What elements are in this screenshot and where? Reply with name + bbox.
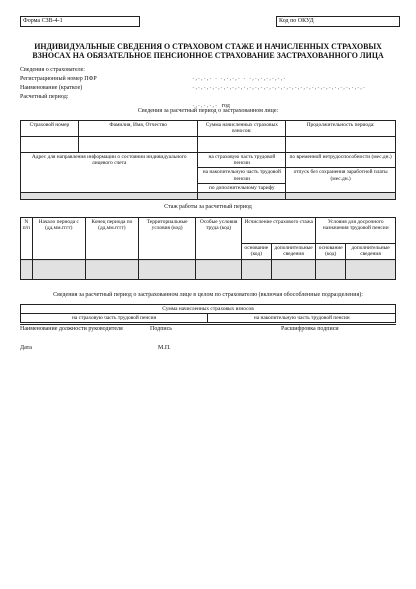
address-cell xyxy=(21,153,198,193)
duration-unpaid: отпуск без сохранения заработной платы (мес.дн.) xyxy=(286,168,396,193)
contrib-funded: на накопительную часть трудовой пенсии xyxy=(198,168,286,183)
okud-box xyxy=(276,16,400,27)
row-start xyxy=(32,260,85,280)
contrib-extra: по дополнительному тарифу xyxy=(198,183,286,192)
title-line-2: ВЗНОСАХ НА ОБЯЗАТЕЛЬНОЕ ПЕНСИОННОЕ СТРАХОВАНИЕ ЗАСТРАХОВАННОГО ЛИЦА xyxy=(32,51,384,60)
section3-title: Сведения за расчетный период о застрахованном лице в целом по страхователю (включая обособленные подразделения): xyxy=(53,292,363,298)
early-basis: основание (код) xyxy=(316,244,346,260)
section1-title: Сведения за расчетный период о застрахованном лице: xyxy=(137,108,279,114)
row-early-additional xyxy=(346,260,396,280)
stamp-label: М.П. xyxy=(158,345,171,351)
row-early-basis xyxy=(316,260,346,280)
document-title xyxy=(30,42,386,60)
contrib-insurance: на страховую часть трудовой пенсии xyxy=(198,153,286,168)
row-territorial xyxy=(138,260,195,280)
col-territorial: Территориальные условия (код) xyxy=(138,218,195,260)
contrib-value-row xyxy=(198,193,286,200)
col-calc: Исчисление страхового стажа xyxy=(242,218,316,244)
insured-person-table xyxy=(20,120,396,200)
form-code: Форма СЗВ-4-1 xyxy=(23,18,63,24)
title-line-1: ИНДИВИДУАЛЬНЫЕ СВЕДЕНИЯ О СТРАХОВОМ СТАЖЕ И НАЧИСЛЕННЫХ СТРАХОВЫХ xyxy=(34,42,382,51)
form-code-box xyxy=(20,16,140,27)
cell-insurance-number xyxy=(21,137,79,153)
row-special xyxy=(196,260,242,280)
period-label: Расчетный период: xyxy=(20,94,69,100)
work-experience-table xyxy=(20,217,396,280)
row-num xyxy=(21,260,33,280)
position-label: Наименование должности руководителя xyxy=(20,326,123,332)
col-end: Конец периода по (дд.мм.гггг) xyxy=(85,218,138,260)
col-early: Условия для досрочного назначения трудовой пенсии xyxy=(316,218,396,244)
okud-label: Код по ОКУД xyxy=(279,18,314,24)
early-additional: дополнительные сведения xyxy=(346,244,396,260)
reg-number-label: Регистрационный номер ПФР xyxy=(20,76,97,82)
cell-duration xyxy=(286,137,396,153)
duration-value-row xyxy=(286,193,396,200)
col-insurance-number: Страховой номер xyxy=(21,121,79,137)
row-calc-additional xyxy=(271,260,316,280)
period-value: -,-,-,-,- xyxy=(192,104,218,109)
signature-line xyxy=(20,324,396,325)
duration-disability: по временной нетрудоспособности (мес.дн.) xyxy=(286,153,396,168)
name-label: Наименование (краткое) xyxy=(20,85,83,91)
address-value-row xyxy=(21,193,198,200)
section2-title: Стаж работы за расчетный период xyxy=(164,204,252,210)
table-row xyxy=(21,260,396,280)
row-end xyxy=(85,260,138,280)
cell-contrib xyxy=(198,137,286,153)
insurance-part: на страховую часть трудовой пенсии xyxy=(21,314,208,323)
signature-label: Подпись xyxy=(150,326,173,332)
cell-fio xyxy=(78,137,198,153)
address-label: Адрес для направления информации о состоянии индивидуального лицевого счета xyxy=(31,154,187,167)
col-fio: Фамилия, Имя, Отчество xyxy=(78,121,198,137)
funded-part: на накопительную часть трудовой пенсии xyxy=(208,314,396,323)
name-value: -,-,-,-,-,-,-,-,-,-,-,-,-,-,-,-,-,-,-,-,-,-,-,-,-,-,-,-,-,-,- xyxy=(192,86,366,91)
period-suffix: год xyxy=(221,103,230,109)
calc-basis: основание (код) xyxy=(242,244,272,260)
col-duration: Продолжительность периода: xyxy=(286,121,396,137)
calc-additional: дополнительные сведения xyxy=(271,244,316,260)
sum-label: Сумма начисленных страховых взносов xyxy=(21,305,396,314)
col-special: Особые условия труда (код) xyxy=(196,218,242,260)
date-label: Дата xyxy=(20,345,32,351)
decode-label: Расшифровка подписи xyxy=(281,326,339,332)
col-num: N п/п xyxy=(21,218,33,260)
reg-number-value: -,-,-,- - -,-,-,- - -,-,-,-,-,-,- xyxy=(192,77,286,82)
total-contrib-table xyxy=(20,304,396,323)
col-start: Начало периода с (дд.мм.гггг) xyxy=(32,218,85,260)
insurer-heading: Сведения о страхователе: xyxy=(20,67,85,73)
row-calc-basis xyxy=(242,260,272,280)
col-contrib: Сумма начисленных страховых взносов: xyxy=(198,121,286,137)
